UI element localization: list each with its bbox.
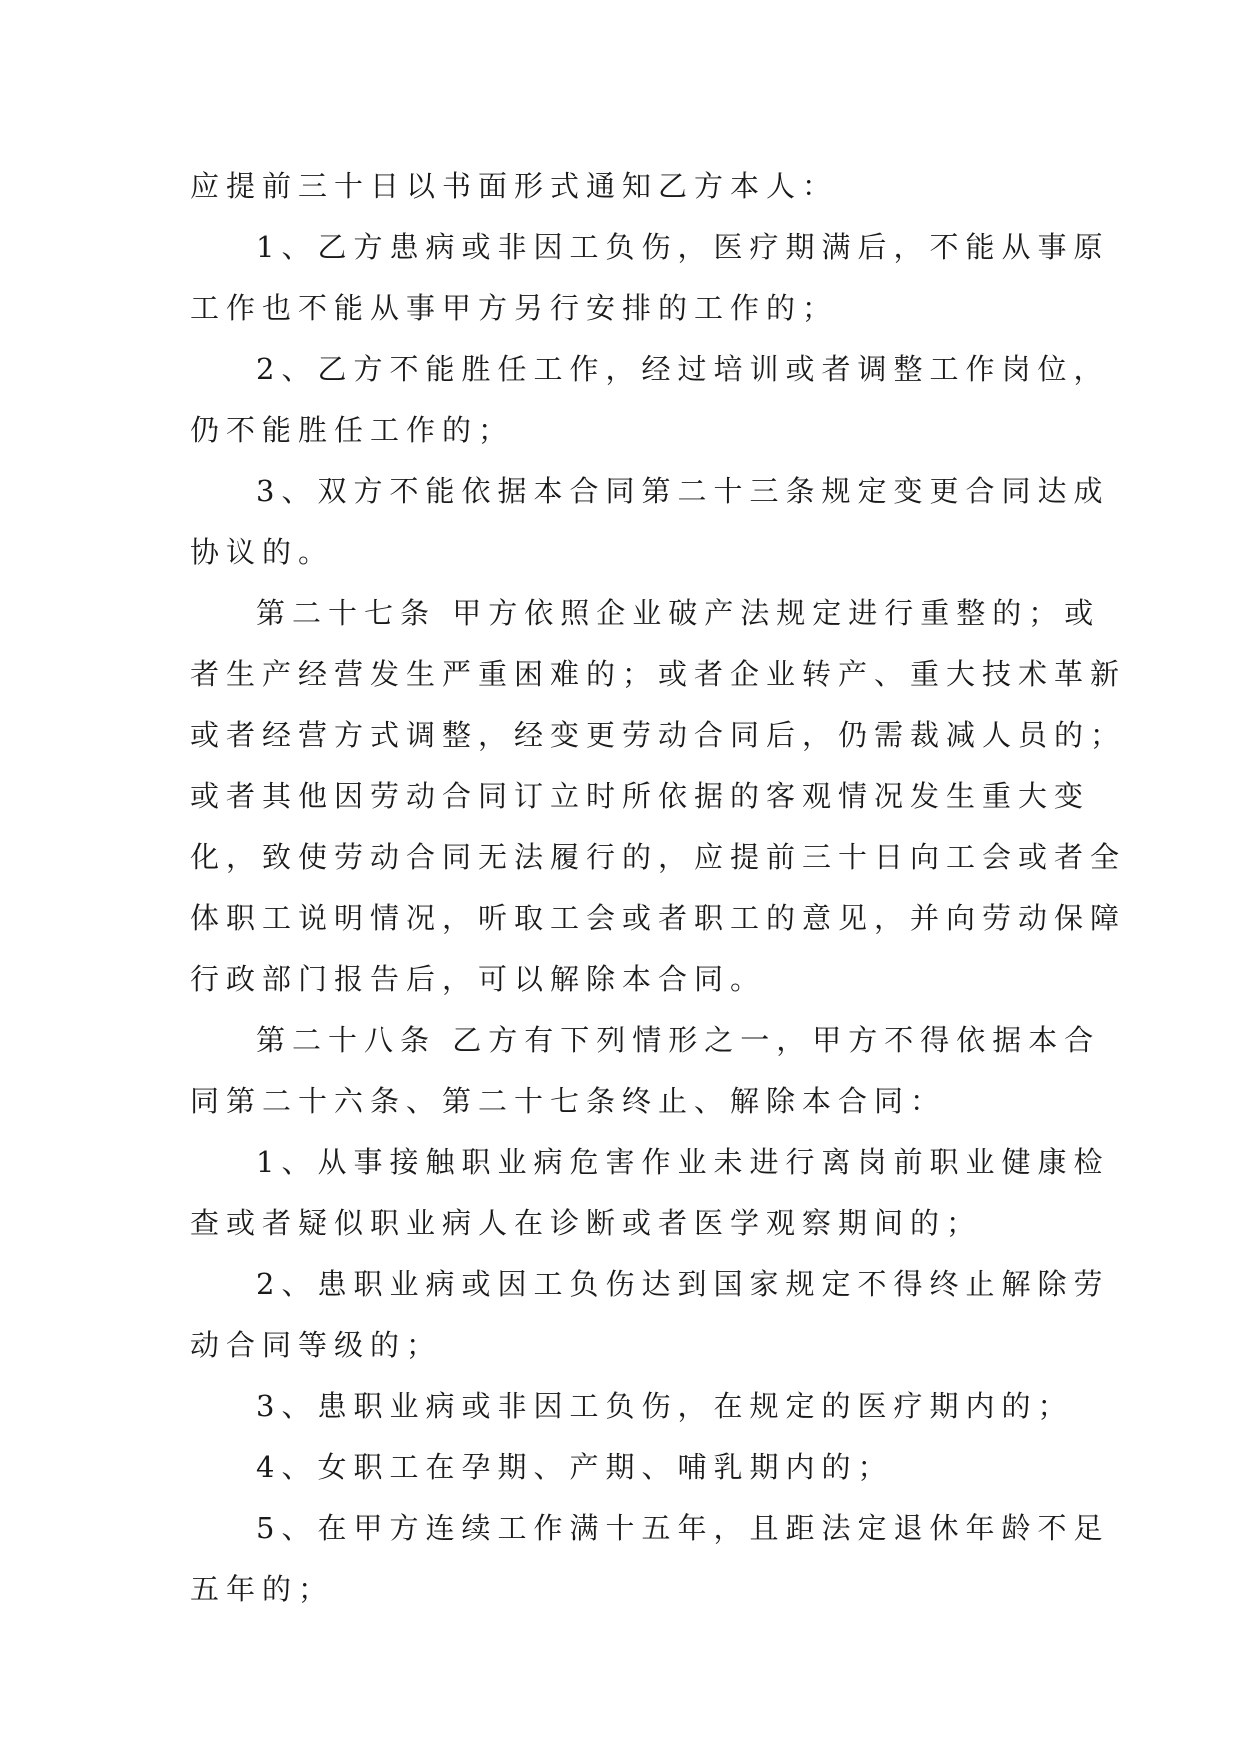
text-line: 行政部门报告后，可以解除本合同。 bbox=[190, 962, 767, 996]
text-line: 动合同等级的； bbox=[190, 1328, 443, 1362]
text-line: 3、患职业病或非因工负伤，在规定的医疗期内的； bbox=[256, 1389, 1074, 1423]
text-line: 同第二十六条、第二十七条终止、解除本合同： bbox=[190, 1084, 947, 1118]
text-line: 4、女职工在孕期、产期、哺乳期内的； bbox=[256, 1450, 894, 1484]
text-line: 五年的； bbox=[190, 1572, 335, 1606]
text-line: 2、乙方不能胜任工作，经过培训或者调整工作岗位， bbox=[256, 352, 1110, 386]
text-line: 仍不能胜任工作的； bbox=[190, 413, 515, 447]
text-line: 或者经营方式调整，经变更劳动合同后，仍需裁减人员的； bbox=[190, 718, 1127, 752]
text-line: 工作也不能从事甲方另行安排的工作的； bbox=[190, 291, 839, 325]
text-line: 协议的。 bbox=[190, 535, 335, 569]
text-line: 化，致使劳动合同无法履行的，应提前三十日向工会或者全 bbox=[190, 840, 1127, 874]
text-line: 应提前三十日以书面形式通知乙方本人： bbox=[190, 169, 839, 203]
text-line: 或者其他因劳动合同订立时所依据的客观情况发生重大变 bbox=[190, 779, 1091, 813]
text-line: 查或者疑似职业病人在诊断或者医学观察期间的； bbox=[190, 1206, 983, 1240]
text-line: 体职工说明情况，听取工会或者职工的意见，并向劳动保障 bbox=[190, 901, 1127, 935]
text-line: 第二十八条 乙方有下列情形之一，甲方不得依据本合 bbox=[256, 1023, 1101, 1057]
text-line: 者生产经营发生严重困难的；或者企业转产、重大技术革新 bbox=[190, 657, 1127, 691]
text-line: 1、乙方患病或非因工负伤，医疗期满后，不能从事原 bbox=[256, 230, 1110, 264]
text-line: 1、从事接触职业病危害作业未进行离岗前职业健康检 bbox=[256, 1145, 1110, 1179]
text-line: 5、在甲方连续工作满十五年，且距法定退休年龄不足 bbox=[256, 1511, 1110, 1545]
text-line: 3、双方不能依据本合同第二十三条规定变更合同达成 bbox=[256, 474, 1110, 508]
text-line: 第二十七条 甲方依照企业破产法规定进行重整的；或 bbox=[256, 596, 1101, 630]
text-line: 2、患职业病或因工负伤达到国家规定不得终止解除劳 bbox=[256, 1267, 1110, 1301]
